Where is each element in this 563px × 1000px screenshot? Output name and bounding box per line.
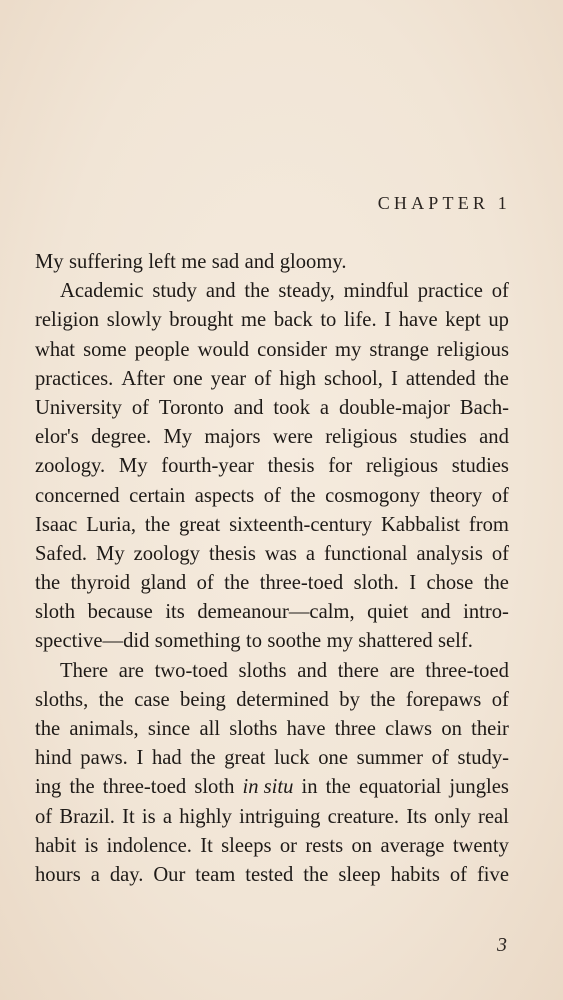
word: the [483,367,509,390]
word: cosmogony [325,484,421,507]
word: practices. [35,367,114,390]
text-line [35,715,509,744]
word: sixteenth-century [229,513,373,536]
word: attended [405,367,476,390]
word: equatorial [358,776,442,799]
word: kept [445,309,481,332]
word: the [69,776,95,799]
word: brought [169,309,234,332]
word: I [409,572,417,595]
word: Luria, [86,513,136,536]
word: religious [325,426,398,449]
word: sloths, [35,688,89,711]
word: three-toed [102,776,187,799]
word: intriguing [239,805,321,828]
word: Its [406,805,427,828]
word: zoology [133,542,200,565]
word: the [290,484,316,507]
text-line [35,773,509,802]
word: thesis [208,542,256,565]
word: all [199,718,221,740]
word: summer [356,747,423,770]
word: the [244,280,270,303]
text-line [35,365,509,394]
word: certain [129,484,186,507]
word: to [320,309,337,332]
word: zoology. [35,455,106,478]
word: being [180,688,226,711]
word: was [264,542,297,565]
word: the [35,572,61,595]
word: three [334,718,376,740]
word: and [420,601,451,624]
text-line [35,627,509,656]
word: school, [324,367,383,390]
word: in [301,776,318,799]
word: were [272,426,313,449]
word: by [339,688,360,711]
word: and [205,280,236,303]
text-line [35,832,509,861]
word: one [172,367,203,390]
word: the [303,863,329,886]
text-line [35,423,509,452]
text-line [35,306,509,335]
word: five [476,863,509,886]
word: aspects [194,484,255,507]
word: what [35,338,76,361]
word: habit [35,834,77,857]
word: animals, [69,718,139,740]
word: real [478,805,509,828]
word: thesis [267,455,315,478]
word: back [273,309,313,332]
word: on [441,718,462,740]
word: My [163,426,193,449]
word: sad [211,251,240,273]
text-line [35,336,509,365]
word: on [351,834,373,857]
word: since [147,718,191,740]
word: and [233,396,264,419]
word: the [35,718,61,740]
word: of [263,484,281,507]
word: steady, [278,280,335,303]
word: sloth. [353,572,399,595]
word: religious [365,455,439,478]
word: team [195,863,236,886]
word: is [84,834,99,857]
word: slowly [106,309,162,332]
word: It [122,805,135,828]
word: thyroid [70,572,131,595]
word: high [279,367,316,390]
word: soothe [267,630,322,653]
word: double-major [338,396,450,419]
word: in situ [242,776,294,799]
word: sloth [35,601,76,624]
word: left [148,251,176,273]
word: of [254,367,272,390]
word: strange [369,338,429,361]
word: Safed. [35,542,88,565]
word: twenty [452,834,509,857]
word: gloomy. [279,251,347,273]
word: demeanour—calm, [197,601,355,624]
word: people [134,338,190,361]
text-line [35,394,509,423]
word: the [144,513,171,536]
word: the [98,688,124,711]
word: the [190,747,216,770]
word: would [197,338,250,361]
word: Brazil. [59,805,115,828]
word: After [121,367,165,390]
word: habits [390,863,440,886]
word: of [491,688,509,711]
word: are [118,659,144,682]
word: analysis [416,542,483,565]
text-line [35,511,509,540]
word: Toronto [158,396,224,419]
word: of [431,747,449,770]
word: chose [426,572,474,595]
word: University [35,396,122,419]
word: and [297,659,327,682]
word: paws. [80,747,128,770]
word: a [162,805,173,828]
word: sloth [194,776,235,799]
word: is [141,805,156,828]
word: ing [35,776,62,799]
word: highly [179,805,232,828]
word: degree. [91,426,152,449]
word: Academic [60,280,144,303]
word: for [328,455,353,478]
text-line [35,598,509,627]
word: me [241,309,267,332]
word: sleeps [221,834,272,857]
word: day. [109,863,144,886]
word: the [224,572,250,595]
chapter-heading: CHAPTER 1 [377,193,511,213]
text-line [35,248,509,277]
word: There [60,659,109,682]
word: claws [385,718,433,740]
word: a [305,542,316,565]
word: practice [417,280,483,303]
word: hind [35,747,72,770]
word: religious [436,338,509,361]
word: its [165,601,185,624]
word: Kabbalist [381,513,460,536]
word: studies [409,426,467,449]
word: some [83,338,127,361]
word: sloths [229,718,278,740]
word: My [35,251,64,273]
word: hours [35,863,81,886]
word: my [326,630,353,653]
word: something [154,630,241,653]
word: tested [245,863,294,886]
word: three-toed [259,572,344,595]
word: have [286,718,326,740]
word: spective—did [35,630,150,653]
word: My [96,542,125,565]
word: the [483,572,509,595]
text-line [35,803,509,832]
text-line [35,744,509,773]
text-line [35,686,509,715]
word: sloths [238,659,287,682]
word: forepaws [405,688,482,711]
word: of [491,542,509,565]
word: majors [204,426,261,449]
word: took [273,396,311,419]
word: and [479,426,509,449]
word: and [244,251,275,273]
word: a [319,396,330,419]
word: I [136,747,144,770]
word: It [200,834,213,857]
word: elor's [35,426,79,449]
word: two-toed [154,659,228,682]
word: average [380,834,445,857]
word: I [384,309,392,332]
word: functional [324,542,408,565]
word: case [134,688,170,711]
word: of [131,396,150,419]
word: study [152,280,197,303]
word: life. [344,309,377,332]
word: great [224,747,266,770]
word: mindful [343,280,409,303]
word: creature. [327,805,400,828]
word: of [491,484,509,507]
word: Isaac [35,513,78,536]
word: have [398,309,438,332]
word: only [434,805,471,828]
word: had [151,747,182,770]
word: me [181,251,207,273]
word: luck [274,747,310,770]
word: intro- [463,601,509,624]
word: indolence. [106,834,192,857]
word: rests [305,834,344,857]
word: year [210,367,247,390]
word: from [468,513,509,536]
word: quiet [367,601,409,624]
word: a [90,863,100,886]
word: or [279,834,298,857]
word: fourth-year [161,455,254,478]
word: determined [236,688,329,711]
text-line [35,540,509,569]
word: up [488,309,509,332]
word: suffering [69,251,143,273]
word: of [491,280,509,303]
word: great [179,513,221,536]
word: concerned [35,484,120,507]
word: Our [153,863,186,886]
body-text [35,248,509,890]
word: the [370,688,396,711]
text-line [35,657,509,686]
word: I [390,367,398,390]
word: studies [451,455,509,478]
word: three-toed [425,659,509,682]
word: religion [35,309,100,332]
word: my [334,338,362,361]
word: theory [429,484,483,507]
word: gland [140,572,187,595]
word: of [35,805,53,828]
text-line [35,482,509,511]
text-line [35,452,509,481]
text-line [35,861,509,890]
word: sleep [338,863,381,886]
word: shattered [358,630,433,653]
word: self. [438,630,473,653]
word: there [337,659,379,682]
word: are [389,659,415,682]
word: because [87,601,153,624]
page-number: 3 [497,934,507,956]
text-line [35,277,509,306]
word: consider [257,338,327,361]
word: the [325,776,351,799]
word: one [318,747,348,770]
word: study- [457,747,509,770]
word: of [196,572,214,595]
word: My [118,455,148,478]
word: Bach- [459,396,509,419]
word: to [245,630,263,653]
word: of [449,863,467,886]
word: jungles [449,776,509,799]
word: their [471,718,509,740]
text-line [35,569,509,598]
